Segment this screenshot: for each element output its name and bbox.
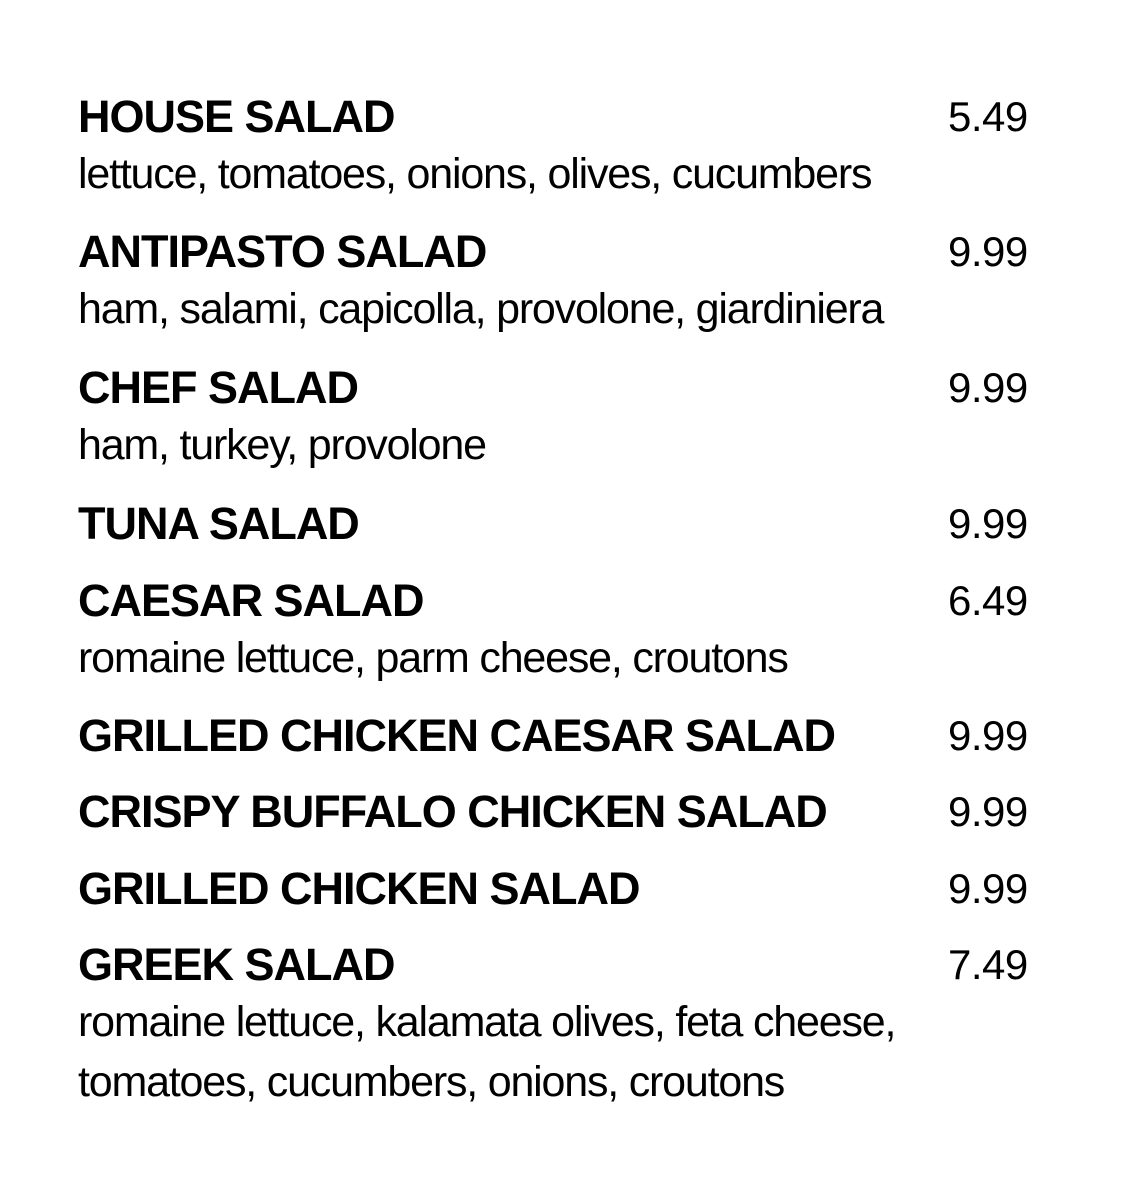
menu-item-price: 9.99 (948, 228, 1028, 275)
menu-item-description: romaine lettuce, parm cheese, croutons (78, 634, 788, 682)
menu-item-name: GRILLED CHICKEN CAESAR SALAD (78, 710, 836, 761)
menu-item-header (78, 92, 1040, 142)
menu-item-name: CHEF SALAD (78, 362, 358, 413)
menu-item-name: TUNA SALAD (78, 498, 359, 549)
menu-item-name: GRILLED CHICKEN SALAD (78, 863, 640, 914)
menu-item-name: CAESAR SALAD (78, 575, 424, 626)
menu-item-caesar-salad (78, 576, 1040, 688)
menu-item-header (78, 499, 1040, 549)
menu-item-house-salad (78, 92, 1040, 204)
menu-item-price: 6.49 (948, 577, 1028, 624)
menu-item-description: ham, turkey, provolone (78, 421, 486, 469)
menu-item-price: 9.99 (948, 865, 1028, 912)
menu-item-name: ANTIPASTO SALAD (78, 226, 487, 277)
menu-item-price: 9.99 (948, 788, 1028, 835)
menu-item-name: CRISPY BUFFALO CHICKEN SALAD (78, 786, 827, 837)
menu-item-price: 9.99 (948, 712, 1028, 759)
menu-item-name: GREEK SALAD (78, 939, 395, 990)
menu-item-greek-salad (78, 940, 1040, 1112)
menu-item-chef-salad (78, 363, 1040, 475)
menu-item-description-line-2: tomatoes, cucumbers, onions, croutons (78, 1058, 785, 1106)
menu-item-description: romaine lettuce, kalamata olives, feta cheese, (78, 998, 896, 1046)
menu-item-header (78, 576, 1040, 626)
menu-item-header (78, 363, 1040, 413)
menu-item-price: 9.99 (948, 500, 1028, 547)
menu-item-header (78, 787, 1040, 837)
menu-item-description: ham, salami, capicolla, provolone, giardiniera (78, 285, 884, 333)
menu-item-description: lettuce, tomatoes, onions, olives, cucumbers (78, 150, 872, 198)
menu-item-grilled-chicken-salad (78, 864, 1040, 914)
menu-item-price: 9.99 (948, 364, 1028, 411)
menu-item-tuna-salad (78, 499, 1040, 549)
menu-item-price: 7.49 (948, 941, 1028, 988)
menu-item-crispy-buffalo-chicken-salad (78, 787, 1040, 837)
menu-item-header (78, 227, 1040, 277)
menu-item-header (78, 864, 1040, 914)
menu-item-name: HOUSE SALAD (78, 91, 395, 142)
menu-item-price: 5.49 (948, 93, 1028, 140)
menu-item-grilled-chicken-caesar-salad (78, 711, 1040, 761)
menu-item-header (78, 711, 1040, 761)
menu-item-header (78, 940, 1040, 990)
menu-item-antipasto-salad (78, 227, 1040, 339)
